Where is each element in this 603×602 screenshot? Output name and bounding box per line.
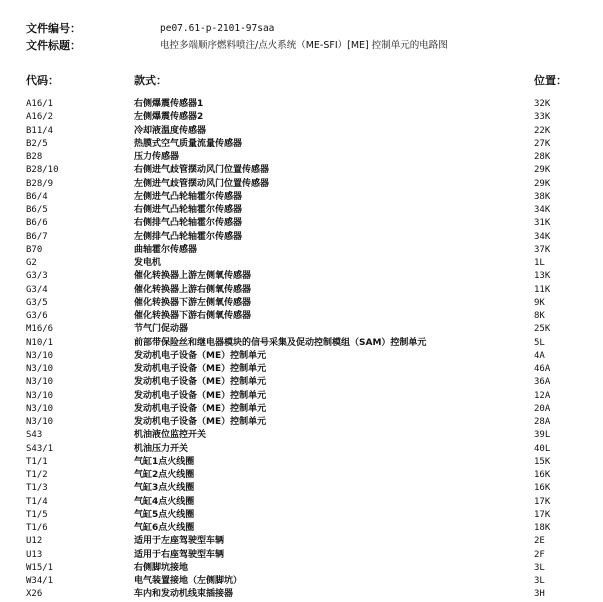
row-name: 左侧进气歧管摆动风门位置传感器 xyxy=(134,178,270,189)
document-number-value: pe07.61-p-2101-97saa xyxy=(160,23,275,34)
row-name: 发动机电子设备（ME）控制单元 xyxy=(134,417,267,427)
row-position: 15K xyxy=(534,456,551,467)
row-code: A16/2 xyxy=(26,112,54,123)
row-position: 20A xyxy=(534,403,551,414)
row-position: 25K xyxy=(534,324,551,335)
row-code: B28 xyxy=(26,152,43,162)
row-name: 热膜式空气质量流量传感器 xyxy=(134,138,243,149)
table-row xyxy=(0,191,603,204)
component-table xyxy=(0,98,603,602)
row-position: 29K xyxy=(534,165,551,176)
row-code: B6/5 xyxy=(26,205,48,215)
row-position: 13K xyxy=(534,271,551,282)
row-position: 28A xyxy=(534,417,551,427)
table-row xyxy=(0,496,603,509)
table-row xyxy=(0,310,603,323)
table-row xyxy=(0,456,603,469)
row-position: 17K xyxy=(534,509,551,520)
column-header-name: 款式： xyxy=(134,74,167,87)
table-row xyxy=(0,416,603,429)
row-code: W34/1 xyxy=(26,576,54,586)
row-position: 11K xyxy=(534,284,551,295)
row-position: 4A xyxy=(534,350,545,361)
table-row xyxy=(0,350,603,363)
row-name: 催化转换器下游左侧氧传感器 xyxy=(134,297,252,308)
row-code: G3/6 xyxy=(26,311,48,321)
row-name: 气缸2点火线圈 xyxy=(134,470,195,480)
row-code: B6/7 xyxy=(26,231,48,242)
row-code: S43/1 xyxy=(26,443,54,454)
row-code: A16/1 xyxy=(26,99,54,109)
table-row xyxy=(0,403,603,416)
row-code: T1/4 xyxy=(26,496,48,507)
row-position: 16K xyxy=(534,470,551,480)
row-position: 33K xyxy=(534,112,551,123)
row-position: 32K xyxy=(534,99,551,109)
row-code: N3/10 xyxy=(26,350,54,361)
row-name: 气缸6点火线圈 xyxy=(134,523,195,533)
row-position: 2F xyxy=(534,549,545,560)
row-name: 发动机电子设备（ME）控制单元 xyxy=(134,390,267,401)
row-name: 电气装置接地（左侧脚坑） xyxy=(134,576,243,586)
table-row xyxy=(0,151,603,164)
row-position: 12A xyxy=(534,390,551,401)
row-name: 气缸3点火线圈 xyxy=(134,483,195,494)
row-code: B6/4 xyxy=(26,191,48,202)
row-position: 5L xyxy=(534,337,545,348)
row-name: 右侧爆震传感器1 xyxy=(134,99,204,109)
row-name: 催化转换器上游右侧氧传感器 xyxy=(134,284,252,295)
row-code: N10/1 xyxy=(26,337,54,348)
table-row xyxy=(0,323,603,336)
table-row xyxy=(0,522,603,535)
row-name: 左侧爆震传感器2 xyxy=(134,112,204,123)
row-position: 2E xyxy=(534,536,545,547)
table-row xyxy=(0,204,603,217)
row-position: 29K xyxy=(534,178,551,189)
row-position: 27K xyxy=(534,138,551,149)
row-code: U12 xyxy=(26,536,43,547)
row-position: 18K xyxy=(534,523,551,533)
row-name: 右侧脚坑接地 xyxy=(134,562,189,573)
row-name: 发动机电子设备（ME）控制单元 xyxy=(134,350,267,361)
row-name: 机油液位监控开关 xyxy=(134,430,207,441)
row-name: 右侧排气凸轮轴霍尔传感器 xyxy=(134,218,243,229)
row-code: N3/10 xyxy=(26,377,54,388)
table-row xyxy=(0,164,603,177)
row-name: 适用于左座驾驶型车辆 xyxy=(134,536,225,547)
document-title-label: 文件标题： xyxy=(26,39,81,52)
row-position: 46A xyxy=(534,364,551,374)
row-position: 16K xyxy=(534,483,551,494)
row-code: U13 xyxy=(26,549,43,560)
row-code: X26 xyxy=(26,589,43,600)
row-code: T1/1 xyxy=(26,456,48,467)
table-row xyxy=(0,257,603,270)
document-number-label: 文件编号： xyxy=(26,22,81,35)
row-name: 压力传感器 xyxy=(134,152,180,162)
table-row xyxy=(0,509,603,522)
row-position: 34K xyxy=(534,231,551,242)
row-name: 发电机 xyxy=(134,258,162,268)
row-code: B11/4 xyxy=(26,125,54,136)
row-code: T1/2 xyxy=(26,470,48,480)
row-name: 右侧进气歧管摆动风门位置传感器 xyxy=(134,165,270,176)
row-position: 17K xyxy=(534,496,551,507)
row-position: 3L xyxy=(534,562,545,573)
table-row xyxy=(0,297,603,310)
row-code: B70 xyxy=(26,244,43,255)
row-name: 节气门促动器 xyxy=(134,324,189,335)
table-row xyxy=(0,443,603,456)
table-row xyxy=(0,390,603,403)
table-row xyxy=(0,125,603,138)
row-name: 催化转换器下游右侧氧传感器 xyxy=(134,311,252,321)
table-row xyxy=(0,231,603,244)
table-row xyxy=(0,482,603,495)
table-row xyxy=(0,270,603,283)
row-code: T1/6 xyxy=(26,523,48,533)
table-row xyxy=(0,98,603,111)
row-code: B28/10 xyxy=(26,165,59,176)
row-position: 36A xyxy=(534,377,551,388)
row-code: T1/3 xyxy=(26,483,48,494)
row-code: N3/10 xyxy=(26,417,54,427)
table-row xyxy=(0,575,603,588)
row-code: T1/5 xyxy=(26,509,48,520)
table-row xyxy=(0,429,603,442)
row-name: 气缸4点火线圈 xyxy=(134,496,195,507)
table-row xyxy=(0,284,603,297)
row-position: 28K xyxy=(534,152,551,162)
row-name: 机油压力开关 xyxy=(134,443,189,454)
table-row xyxy=(0,535,603,548)
row-position: 8K xyxy=(534,311,545,321)
table-row xyxy=(0,588,603,601)
row-code: W15/1 xyxy=(26,562,54,573)
row-name: 气缸5点火线圈 xyxy=(134,509,195,520)
table-row xyxy=(0,138,603,151)
row-name: 右侧进气凸轮轴霍尔传感器 xyxy=(134,205,243,215)
document-title-value: 电控多端顺序燃料喷注/点火系统（ME-SFI）[ME] 控制单元的电路图 xyxy=(160,40,448,51)
table-row xyxy=(0,178,603,191)
row-code: G2 xyxy=(26,258,37,268)
row-code: B6/6 xyxy=(26,218,48,229)
row-position: 40L xyxy=(534,443,551,454)
row-code: B2/5 xyxy=(26,138,48,149)
table-row xyxy=(0,244,603,257)
row-position: 3L xyxy=(534,576,545,586)
row-name: 适用于右座驾驶型车辆 xyxy=(134,549,225,560)
table-row xyxy=(0,111,603,124)
table-row xyxy=(0,469,603,482)
row-position: 1L xyxy=(534,258,545,268)
table-row xyxy=(0,376,603,389)
table-row xyxy=(0,217,603,230)
row-name: 发动机电子设备（ME）控制单元 xyxy=(134,403,267,414)
row-position: 9K xyxy=(534,297,545,308)
row-name: 左侧排气凸轮轴霍尔传感器 xyxy=(134,231,243,242)
row-position: 22K xyxy=(534,125,551,136)
table-row xyxy=(0,363,603,376)
row-code: G3/3 xyxy=(26,271,48,282)
table-row xyxy=(0,337,603,350)
row-code: N3/10 xyxy=(26,403,54,414)
row-code: B28/9 xyxy=(26,178,54,189)
row-code: N3/10 xyxy=(26,364,54,374)
row-position: 38K xyxy=(534,191,551,202)
row-code: N3/10 xyxy=(26,390,54,401)
table-row xyxy=(0,562,603,575)
column-header-code: 代码： xyxy=(26,74,59,87)
row-position: 31K xyxy=(534,218,551,229)
row-name: 气缸1点火线圈 xyxy=(134,456,195,467)
row-name: 发动机电子设备（ME）控制单元 xyxy=(134,377,267,388)
row-name: 冷却液温度传感器 xyxy=(134,125,207,136)
row-position: 39L xyxy=(534,430,551,441)
row-name: 曲轴霍尔传感器 xyxy=(134,244,198,255)
row-position: 37K xyxy=(534,244,551,255)
row-position: 3H xyxy=(534,589,545,600)
table-row xyxy=(0,549,603,562)
row-code: S43 xyxy=(26,430,43,441)
row-position: 34K xyxy=(534,205,551,215)
row-name: 车内和发动机线束插接器 xyxy=(134,589,234,600)
row-code: M16/6 xyxy=(26,324,54,335)
row-name: 发动机电子设备（ME）控制单元 xyxy=(134,364,267,374)
column-header-position: 位置： xyxy=(534,74,567,87)
row-code: G3/4 xyxy=(26,284,48,295)
row-name: 催化转换器上游左侧氧传感器 xyxy=(134,271,252,282)
row-name: 左侧进气凸轮轴霍尔传感器 xyxy=(134,191,243,202)
row-name: 前部带保险丝和继电器模块的信号采集及促动控制模组（SAM）控制单元 xyxy=(134,337,427,348)
row-code: G3/5 xyxy=(26,297,48,308)
